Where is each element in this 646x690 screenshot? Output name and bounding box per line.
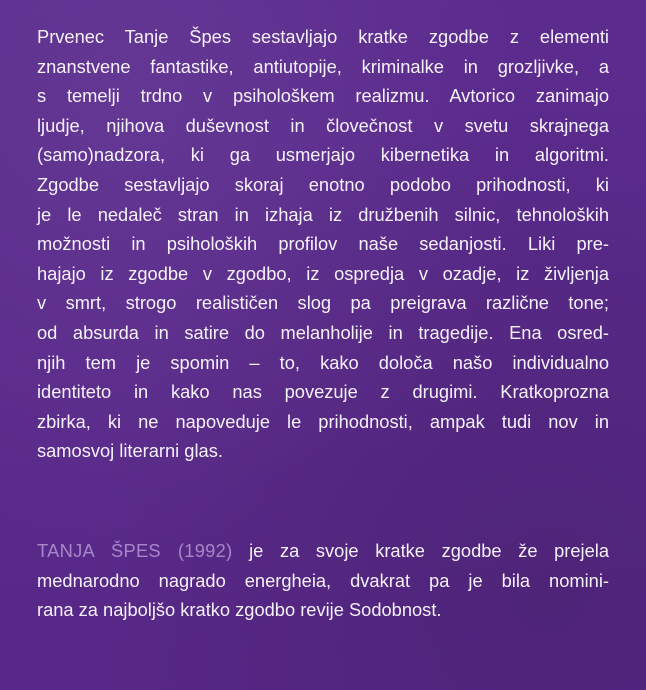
- bio-line: [37, 536, 609, 566]
- blurb-line: Zgodbe sestavljajo skoraj enotno podobo prihodnosti, ki: [37, 173, 609, 195]
- blurb-line: njih tem je spomin – to, kako določa našo individualno: [37, 351, 609, 373]
- book-blurb: [37, 22, 609, 466]
- bio-line-rest: je za svoje kratke zgodbe že prejela: [232, 540, 610, 561]
- blurb-line: samosvoj literarni glas.: [37, 440, 223, 462]
- author-name: TANJA ŠPES (1992): [37, 540, 233, 561]
- blurb-line: hajajo iz zgodbe v zgodbo, iz ospredja v ozadje, iz življenja: [37, 262, 609, 284]
- blurb-line: Prvenec Tanje Špes sestavljajo kratke zgodbe z elementi: [37, 26, 609, 47]
- blurb-line: možnosti in psiholoških profilov naše sedanjosti. Liki pre-: [37, 233, 609, 255]
- blurb-line: identiteto in kako nas povezuje z drugimi. Kratkoprozna: [37, 381, 609, 403]
- blurb-line: v smrt, strogo realističen slog pa preigrava različne tone;: [37, 292, 609, 314]
- blurb-line: s temelji trdno v psihološkem realizmu. Avtorico zanimajo: [37, 85, 609, 107]
- blurb-line: ljudje, njihova duševnost in človečnost v svetu skrajnega: [37, 114, 609, 136]
- blurb-line: zbirka, ki ne napoveduje le prihodnosti, ampak tudi nov in: [37, 410, 609, 432]
- blurb-line: od absurda in satire do melanholije in tragedije. Ena osred-: [37, 321, 609, 343]
- bio-line: mednarodno nagrado energheia, dvakrat pa je bila nomini-: [37, 569, 609, 591]
- blurb-line: znanstvene fantastike, antiutopije, kriminalke in grozljivke, a: [37, 55, 609, 77]
- bio-line: rana za najboljšo kratko zgodbo revije Sodobnost.: [37, 599, 442, 621]
- blurb-line: je le nedaleč stran in izhaja iz družbenih silnic, tehnoloških: [37, 203, 609, 225]
- blurb-line: (samo)nadzora, ki ga usmerjajo kibernetika in algoritmi.: [37, 144, 609, 166]
- author-bio: [37, 536, 609, 625]
